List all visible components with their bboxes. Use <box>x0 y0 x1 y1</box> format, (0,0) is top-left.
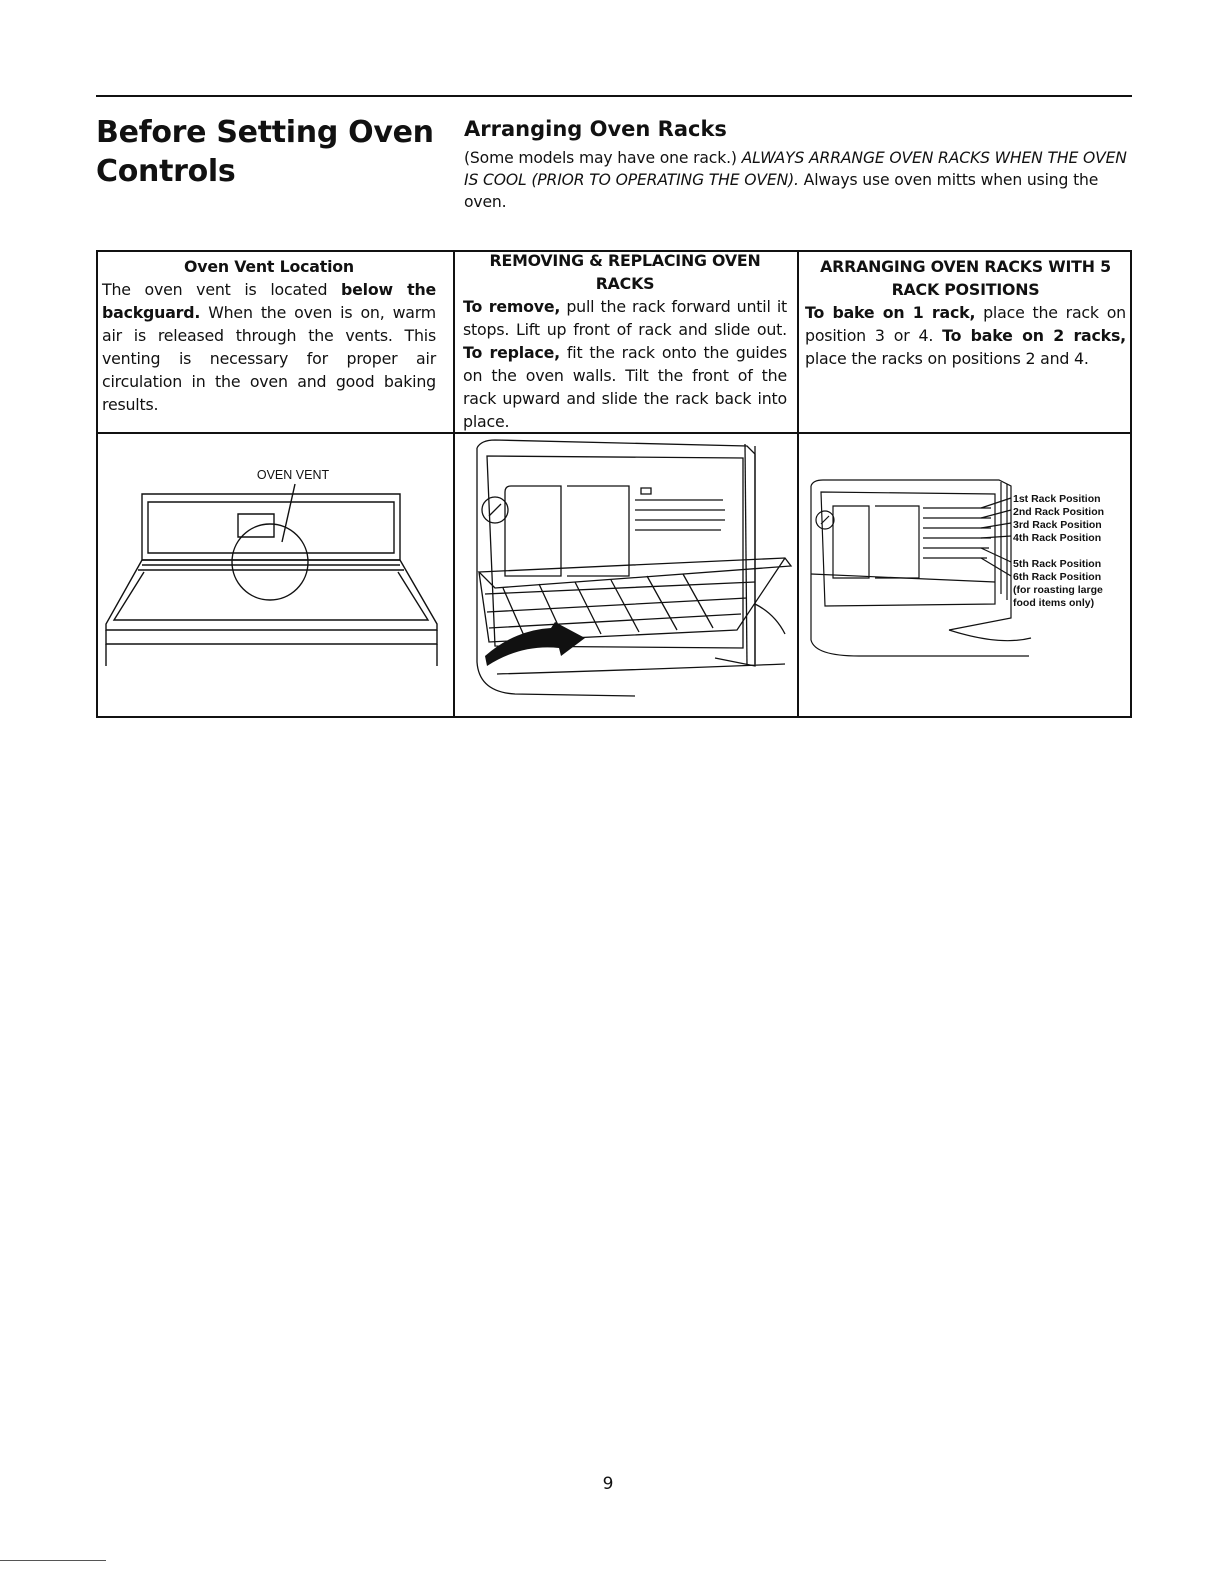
oven-vent-drawing <box>98 434 453 716</box>
rack-positions-panel <box>805 255 1126 370</box>
intro-text-2: Always use oven mitts when using the oven. <box>464 171 1099 211</box>
page-title <box>96 113 436 191</box>
removing-racks-heading: REMOVING & REPLACING OVEN RACKS <box>489 251 761 293</box>
rack-position-label: 4th Rack Position <box>1013 532 1102 544</box>
info-panels <box>96 250 1132 718</box>
vent-location-text <box>102 278 436 416</box>
removing-racks-text <box>463 295 787 433</box>
two-rack-text: place the racks on positions 2 and 4. <box>805 349 1089 368</box>
one-rack-label: To bake on 1 rack, <box>805 303 976 322</box>
vent-text-1: The oven vent is located <box>102 280 342 299</box>
bottom-rule <box>0 1560 106 1561</box>
intro-warning: ALWAYS ARRANGE OVEN RACKS WHEN THE OVEN IS COOL (PRIOR TO OPERATING THE OVEN). <box>464 149 1127 189</box>
rack-position-label: 3rd Rack Position <box>1013 519 1102 531</box>
arranging-racks-heading: Arranging Oven Racks <box>464 117 727 141</box>
rack-position-label: 1st Rack Position <box>1013 493 1101 505</box>
removing-racks-panel <box>463 249 787 433</box>
arranging-intro <box>464 147 1136 213</box>
page-number: 9 <box>602 1474 614 1494</box>
rack-position-label: food items only) <box>1013 597 1095 609</box>
oven-vent-illustration <box>98 434 453 716</box>
rack-position-label: 6th Rack Position <box>1013 571 1102 583</box>
vent-location-heading: Oven Vent Location <box>184 257 354 276</box>
vent-location-panel <box>102 255 436 416</box>
rack-removal-drawing <box>455 434 797 716</box>
rack-position-label: 5th Rack Position <box>1013 558 1102 570</box>
top-rule <box>96 95 1132 97</box>
one-rack-text: place the rack on position 3 or 4. <box>805 303 1126 345</box>
oven-vent-label: OVEN VENT <box>256 468 330 482</box>
two-rack-label: To bake on 2 racks, <box>942 326 1126 345</box>
rack-position-label: (for roasting large <box>1013 584 1103 596</box>
replace-label: To replace, <box>463 343 560 362</box>
replace-text: fit the rack onto the guides on the oven walls. Tilt the front of the rack upward and slide the rack back into place. <box>463 343 787 431</box>
page-title-line-1: Before Setting Oven <box>96 115 434 150</box>
rack-positions-text <box>805 301 1126 370</box>
vent-text-2: When the oven is on, warm air is released through the vents. This venting is necessary for proper air circulation in the oven and good baking results. <box>102 303 436 414</box>
rack-positions-drawing <box>799 434 1130 716</box>
panel-rule <box>96 716 1132 718</box>
rack-positions-heading: ARRANGING OVEN RACKS WITH 5 RACK POSITIONS <box>820 257 1111 299</box>
remove-text: pull the rack forward until it stops. Lift up front of rack and slide out. <box>463 297 788 339</box>
rack-position-label: 2nd Rack Position <box>1013 506 1105 518</box>
rack-positions-illustration <box>799 434 1130 716</box>
page-title-line-2: Controls <box>96 154 236 189</box>
vent-text-bold: below the backguard. <box>102 280 437 322</box>
remove-label: To remove, <box>463 297 561 316</box>
rack-removal-illustration <box>455 434 797 716</box>
panel-divider <box>1130 250 1132 718</box>
intro-text-1: (Some models may have one rack.) <box>464 149 742 167</box>
